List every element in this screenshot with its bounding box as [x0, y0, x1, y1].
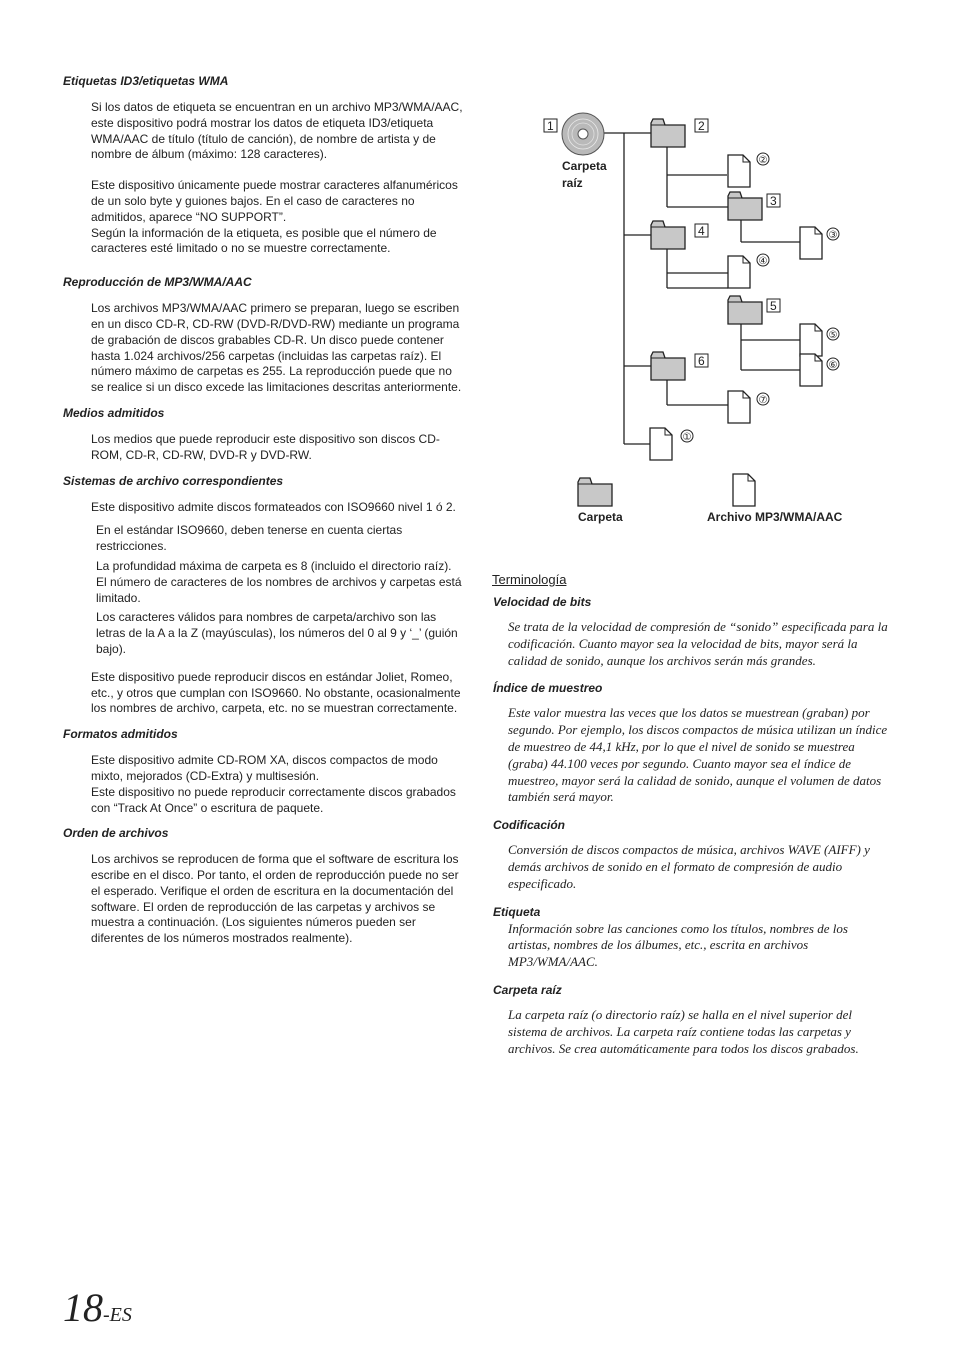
file-number: ⑦	[758, 395, 768, 406]
page-language-suffix: -ES	[103, 1304, 132, 1326]
file-icon	[800, 324, 822, 356]
term-heading: Índice de muestreo	[493, 681, 603, 696]
folder-number: 1	[547, 119, 554, 133]
folder-number: 6	[698, 354, 705, 368]
root-label-line1: Carpeta	[562, 159, 607, 173]
paragraph: Este dispositivo únicamente puede mostrar caracteres alfanuméricos de un solo byte y guiones bajos. En el caso de caracteres no admitidos, aparece “NO SUPPORT”.	[91, 178, 458, 224]
folder-icon	[651, 221, 685, 249]
folder-tree-diagram	[538, 108, 868, 528]
file-number: ⑥	[828, 360, 838, 371]
section-title-file-order: Orden de archivos	[63, 826, 169, 841]
note-item: Los caracteres válidos para nombres de carpeta/archivo son las letras de la A a la Z (mayúsculas), los números del 0 al 9 y ‘_’ (guión bajo).	[96, 610, 458, 656]
folder-icon	[651, 352, 685, 380]
paragraph: Los archivos MP3/WMA/AAC primero se preparan, luego se escriben en un disco CD-R, CD-RW (DVD-R/DVD-RW) mediante un programa de grabación de discos grabables CD-R. Un disco puede contener hasta 1.024 archivos/256 carpetas (incluidas las carpetas raíz). El número máximo de carpetas es 255. La reproducción puede que no se realice si un disco excede las limitaciones descritas anteriormente.	[91, 301, 462, 395]
file-icon	[728, 256, 750, 288]
page-number-value: 18	[63, 1285, 103, 1330]
paragraph: Este dispositivo admite CD-ROM XA, discos compactos de modo mixto, mejorados (CD-Extra) y multisesión.	[91, 753, 438, 783]
folder-number: 5	[770, 299, 777, 313]
term-description: Este valor muestra las veces que los datos se muestrean (graban) por segundo. Por ejemplo, los discos compactos de música utilizan un índice de muestreo de 44,1 kHz, por lo que el nivel de sonido se muestrea (graba) 44.100 veces por segundo. Cuanto mayor sea el índice de muestreo, mayor será la calidad de sonido, aunque el volumen de datos también será mayor.	[508, 705, 888, 805]
paragraph: Los medios que puede reproducir este dispositivo son discos CD-ROM, CD-R, CD-RW, DVD-R y DVD-RW.	[91, 431, 440, 462]
folder-number: 3	[770, 194, 777, 208]
paragraph: Este dispositivo no puede reproducir correctamente discos grabados con “Track At Once” o escritura de paquete.	[91, 784, 456, 815]
paragraph: Este dispositivo admite discos formateados con ISO9660 nivel 1 ó 2.	[91, 499, 456, 514]
terminology-title: Terminología	[492, 572, 567, 587]
file-number: ⑤	[828, 330, 838, 341]
section-title-playback: Reproducción de MP3/WMA/AAC	[63, 275, 252, 290]
section-title-id3-tags: Etiquetas ID3/etiquetas WMA	[63, 74, 229, 88]
legend-file-icon	[733, 474, 755, 506]
folder-icon	[728, 296, 762, 324]
file-number: ②	[758, 155, 768, 166]
term-heading: Codificación	[493, 818, 566, 833]
tree-lines	[604, 133, 800, 444]
paragraph: Los archivos se reproducen de forma que el software de escritura los escribe en el disco. Por tanto, el orden de reproducción puede no ser el esperado. Verifique el orden de escritura en la documentación del software. El orden de reproducción de las carpetas y archivos se muestra a continuación. (Los siguientes números pueden ser diferentes de los números mostrados realmente).	[91, 852, 459, 946]
paragraph: Este dispositivo puede reproducir discos en estándar Joliet, Romeo, etc., y otros que cumplan con ISO9660. No obstante, ocasionalmente los nombres de archivo, carpeta, etc. no se muestran correctamente.	[91, 669, 461, 716]
file-icon	[800, 227, 822, 259]
term-description: Información sobre las canciones como los títulos, nombres de los artistas, nombres de los álbumes, etc., escrita en archivos MP3/WMA/AAC.	[508, 920, 848, 970]
file-icon	[728, 155, 750, 187]
page-number	[63, 1284, 132, 1331]
term-description: Se trata de la velocidad de compresión de “sonido” especificada para la codificación. Cuanto mayor sea la velocidad de bits, mayor será la calidad de sonido, aunque los archivos serán más grandes.	[508, 619, 888, 668]
folder-icon	[728, 192, 762, 220]
legend-file-label: Archivo MP3/WMA/AAC	[707, 510, 843, 524]
term-heading: Etiqueta	[493, 904, 541, 919]
file-icon	[800, 354, 822, 386]
term-heading: Velocidad de bits	[493, 595, 592, 609]
legend-folder-label: Carpeta	[578, 510, 623, 524]
root-disc-icon	[562, 113, 604, 155]
note-item: La profundidad máxima de carpeta es 8 (incluido el directorio raíz). El número de caracteres de los nombres de archivos y carpetas está limitado.	[96, 558, 462, 605]
term-heading: Carpeta raíz	[493, 982, 562, 997]
root-label-line2: raíz	[562, 176, 583, 190]
paragraph: Si los datos de etiqueta se encuentran en un archivo MP3/WMA/AAC, este dispositivo podrá mostrar los datos de etiqueta ID3/etiqueta WMA/AAC de título (título de canción), de nombre de artista y de nombre de álbum (máximo: 128 caracteres).	[91, 100, 463, 162]
paragraph: Según la información de la etiqueta, es posible que el número de caracteres esté limitado o no se muestre correctamente.	[91, 225, 437, 256]
note-item: En el estándar ISO9660, deben tenerse en cuenta ciertas restricciones.	[96, 523, 403, 554]
term-description: Conversión de discos compactos de música, archivos WAVE (AIFF) y demás archivos de sonido en el formato de compresión de audio especificado.	[508, 842, 870, 891]
legend-folder-icon	[578, 478, 612, 506]
folder-number: 4	[698, 224, 705, 238]
file-number: ①	[682, 432, 692, 443]
section-title-media: Medios admitidos	[63, 405, 165, 420]
file-number: ④	[758, 256, 768, 267]
terminology-section	[492, 572, 892, 1069]
file-icon	[728, 391, 750, 423]
folder-number: 2	[698, 119, 705, 133]
section-title-file-systems: Sistemas de archivo correspondientes	[63, 473, 284, 488]
term-description: La carpeta raíz (o directorio raíz) se halla en el nivel superior del sistema de archivos. La carpeta raíz contiene todas las carpetas y archivos. Se crea automáticamente para todos los discos grabados.	[508, 1006, 859, 1056]
file-icon	[650, 428, 672, 460]
section-title-formats: Formatos admitidos	[63, 727, 178, 742]
left-column	[63, 74, 463, 961]
file-number: ③	[828, 230, 838, 241]
folder-icon	[651, 119, 685, 147]
